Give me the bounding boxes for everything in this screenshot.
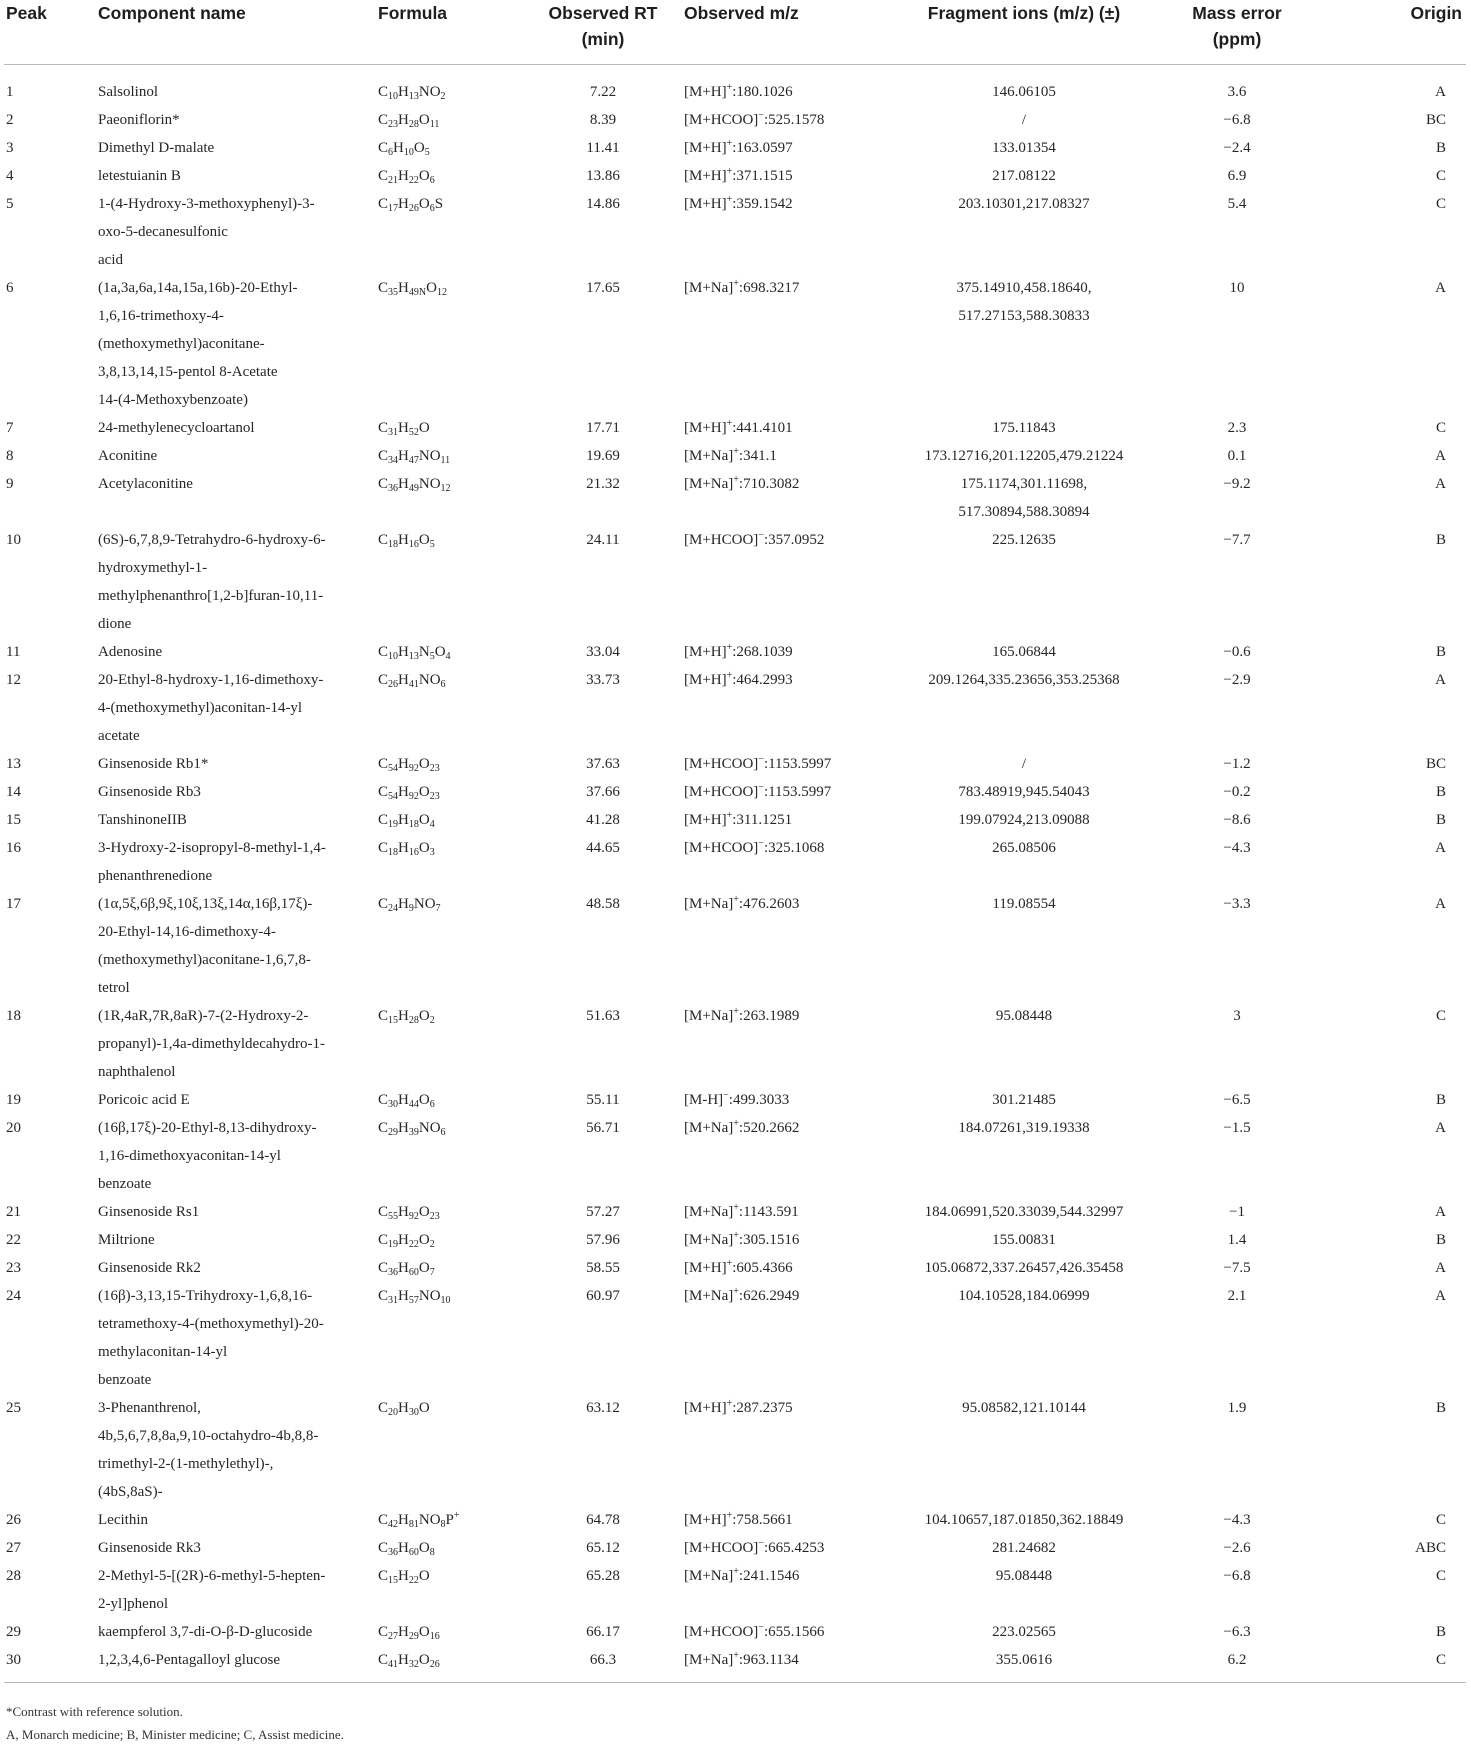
cell-origin: A: [1435, 448, 1446, 464]
cell-formula: $C_{35}H_{49N}O_{12}$: [378, 280, 447, 298]
cell-observed-mz: [M+HCOO]−:525.1578: [684, 110, 825, 128]
cell-mass-error: −0.2: [1223, 784, 1251, 800]
cell-formula: $C_{31}H_{52}O$: [378, 420, 430, 438]
header-observed-mz: Observed m/z: [682, 0, 880, 65]
cell-peak: 17: [6, 896, 21, 912]
cell-peak: 21: [6, 1204, 21, 1220]
cell-component-name: 3-Hydroxy-2-isopropyl-8-methyl-1,4- phenanthrenedione: [98, 840, 326, 884]
cell-fragment-ions: 119.08554: [992, 896, 1056, 912]
cell-mass-error: −6.5: [1223, 1092, 1251, 1108]
cell-observed-rt: 57.96: [586, 1232, 620, 1248]
cell-component-name: Paeoniflorin*: [98, 112, 180, 128]
cell-formula: $C_{19}H_{18}O_4$: [378, 812, 435, 830]
cell-formula: $C_{36}H_{60}O_8$: [378, 1540, 435, 1558]
cell-origin: A: [1435, 1204, 1446, 1220]
cell-peak: 13: [6, 756, 21, 772]
cell-observed-mz: [M+Na]+:476.2603: [684, 894, 800, 912]
cell-mass-error: −6.8: [1223, 1568, 1251, 1584]
cell-peak: 9: [6, 476, 14, 492]
cell-formula: $C_{18}H_{16}O_5$: [378, 532, 435, 550]
cell-observed-rt: 14.86: [586, 196, 620, 212]
cell-observed-rt: 17.65: [586, 280, 620, 296]
cell-fragment-ions: 95.08448: [995, 1008, 1053, 1024]
cell-mass-error: −7.5: [1223, 1260, 1251, 1276]
cell-component-name: Dimethyl D-malate: [98, 140, 215, 156]
cell-origin: C: [1435, 1008, 1446, 1024]
cell-fragment-ions: 146.06105: [992, 84, 1056, 100]
table-row: [4, 65, 1466, 107]
cell-component-name: (1R,4aR,7R,8aR)-7-(2-Hydroxy-2- propanyl)-1,4a-dimethyldecahydro-1- naphthalenol: [98, 1008, 325, 1080]
cell-component-name: 20-Ethyl-8-hydroxy-1,16-dimethoxy- 4-(methoxymethyl)aconitan-14-yl acetate: [98, 672, 324, 744]
cell-mass-error: −2.6: [1223, 1540, 1251, 1556]
cell-observed-rt: 58.55: [586, 1260, 620, 1276]
cell-observed-rt: 24.11: [586, 532, 620, 548]
table-row: [4, 414, 1466, 442]
cell-component-name: Adenosine: [98, 644, 163, 660]
cell-observed-mz: [M+Na]+:241.1546: [684, 1566, 800, 1584]
cell-formula: $C_{54}H_{92}O_{23}$: [378, 756, 440, 774]
cell-origin: C: [1435, 1568, 1446, 1584]
cell-observed-mz: [M+Na]+:305.1516: [684, 1230, 800, 1248]
cell-origin: BC: [1425, 112, 1446, 128]
cell-formula: $C_{54}H_{92}O_{23}$: [378, 784, 440, 802]
cell-origin: B: [1435, 1092, 1446, 1108]
cell-peak: 23: [6, 1260, 21, 1276]
header-mass-error: Mass error (ppm): [1168, 0, 1306, 65]
cell-fragment-ions: 217.08122: [992, 168, 1056, 184]
table-header-row: [4, 0, 1466, 65]
cell-component-name: 1-(4-Hydroxy-3-methoxyphenyl)-3- oxo-5-decanesulfonic acid: [98, 196, 315, 268]
cell-formula: $C_{26}H_{41}NO_6$: [378, 672, 446, 690]
cell-mass-error: −7.7: [1223, 532, 1251, 548]
cell-origin: C: [1306, 1646, 1466, 1683]
cell-peak: 7: [6, 420, 14, 436]
cell-component-name: Ginsenoside Rk3: [98, 1540, 201, 1556]
cell-observed-rt: 7.22: [589, 84, 617, 100]
cell-observed-rt: 56.71: [586, 1120, 620, 1136]
cell-peak: 16: [6, 840, 21, 856]
cell-peak: 24: [6, 1288, 21, 1304]
cell-origin: C: [1435, 1512, 1446, 1528]
cell-observed-mz: [M+H]+:605.4366: [684, 1258, 793, 1276]
cell-observed-mz: [M-H]−:499.3033: [684, 1090, 790, 1108]
compound-table: [4, 0, 1466, 1683]
cell-mass-error: −3.3: [1223, 896, 1251, 912]
cell-component-name: Ginsenoside Rb1*: [98, 756, 209, 772]
cell-fragment-ions: 184.07261,319.19338: [958, 1120, 1090, 1136]
cell-peak: 29: [6, 1624, 21, 1640]
table-row: [4, 1534, 1466, 1562]
cell-fragment-ions: 175.1174,301.11698, 517.30894,588.30894: [958, 476, 1090, 520]
cell-origin: A: [1435, 896, 1446, 912]
cell-observed-rt: 41.28: [586, 812, 620, 828]
cell-mass-error: −8.6: [1223, 812, 1251, 828]
cell-formula: $C_{31}H_{57}NO_{10}$: [378, 1288, 451, 1306]
cell-component-name: Ginsenoside Rs1: [98, 1204, 200, 1220]
cell-peak: 30: [4, 1646, 96, 1683]
cell-origin: B: [1435, 1624, 1446, 1640]
cell-formula: $C_{30}H_{44}O_6$: [378, 1092, 435, 1110]
table-row: [4, 470, 1466, 526]
cell-mass-error: −1.5: [1223, 1120, 1251, 1136]
cell-fragment-ions: 225.12635: [992, 532, 1056, 548]
cell-observed-mz: [M+HCOO]−:665.4253: [684, 1538, 825, 1556]
cell-peak: 10: [6, 532, 21, 548]
cell-formula: $C_{34}H_{47}NO_{11}$: [378, 448, 451, 466]
cell-fragment-ions: 783.48919,945.54043: [958, 784, 1090, 800]
cell-peak: 5: [6, 196, 14, 212]
cell-observed-mz: [M+H]+:180.1026: [684, 82, 793, 100]
cell-mass-error: −2.4: [1223, 140, 1251, 156]
cell-mass-error: −0.6: [1223, 644, 1251, 660]
cell-component-name: Lecithin: [98, 1512, 148, 1528]
header-formula: Formula: [376, 0, 524, 65]
cell-fragment-ions: /: [1021, 756, 1027, 772]
cell-mass-error: 6.9: [1227, 168, 1247, 184]
cell-mass-error: 5.4: [1227, 196, 1247, 212]
cell-formula: $C_{15}H_{28}O_2$: [378, 1008, 435, 1026]
cell-formula: $C_{42}H_{81}NO_8P^+$: [378, 1510, 460, 1530]
cell-origin: A: [1435, 280, 1446, 296]
cell-component-name: (6S)-6,7,8,9-Tetrahydro-6-hydroxy-6- hydroxymethyl-1- methylphenanthro[1,2-b]furan-10,11- dione: [98, 532, 326, 632]
cell-component-name: 1,2,3,4,6-Pentagalloyl glucose: [96, 1646, 376, 1683]
cell-formula: $C_{17}H_{26}O_6S$: [378, 196, 444, 214]
cell-peak: 22: [6, 1232, 21, 1248]
cell-mass-error: −4.3: [1223, 1512, 1251, 1528]
cell-observed-mz: [M+HCOO]−:1153.5997: [684, 754, 832, 772]
cell-observed-rt: 13.86: [586, 168, 620, 184]
cell-formula: $C_{27}H_{29}O_{16}$: [378, 1624, 440, 1642]
cell-mass-error: 0.1: [1227, 448, 1247, 464]
cell-formula: $C_{15}H_{22}O$: [378, 1568, 430, 1586]
cell-peak: 18: [6, 1008, 21, 1024]
cell-observed-rt: 66.17: [586, 1624, 620, 1640]
cell-observed-rt: 48.58: [586, 896, 620, 912]
cell-mass-error: −9.2: [1223, 476, 1251, 492]
cell-observed-mz: [M+H]+:163.0597: [684, 138, 793, 156]
table-row: [4, 1506, 1466, 1534]
cell-observed-rt: 44.65: [586, 840, 620, 856]
cell-origin: B: [1435, 1400, 1446, 1416]
cell-observed-rt: 8.39: [589, 112, 617, 128]
cell-observed-mz: [M+H]+:287.2375: [684, 1398, 793, 1416]
cell-mass-error: 2.3: [1227, 420, 1247, 436]
cell-origin: A: [1435, 84, 1446, 100]
cell-observed-mz: [M+Na]+:520.2662: [684, 1118, 800, 1136]
table-row: [4, 1254, 1466, 1282]
table-row: [4, 890, 1466, 1002]
header-peak: Peak: [4, 0, 96, 65]
cell-observed-rt: 37.66: [586, 784, 620, 800]
cell-observed-rt: 21.32: [586, 476, 620, 492]
cell-component-name: (16β,17ξ)-20-Ethyl-8,13-dihydroxy- 1,16-dimethoxyaconitan-14-yl benzoate: [98, 1120, 317, 1192]
cell-peak: 3: [6, 140, 14, 156]
cell-observed-mz: [M+HCOO]−:1153.5997: [684, 782, 832, 800]
cell-fragment-ions: 223.02565: [992, 1624, 1056, 1640]
cell-observed-rt: 17.71: [586, 420, 620, 436]
cell-formula: $C_{20}H_{30}O$: [378, 1400, 430, 1418]
cell-observed-mz: [M+H]+:758.5661: [684, 1510, 793, 1528]
cell-fragment-ions: 155.00831: [992, 1232, 1056, 1248]
cell-observed-mz: [M+Na]+:1143.591: [684, 1202, 799, 1220]
cell-mass-error: −1.2: [1223, 756, 1251, 772]
cell-observed-mz: [M+Na]+:263.1989: [684, 1006, 800, 1024]
cell-component-name: 3-Phenanthrenol, 4b,5,6,7,8,8a,9,10-octahydro-4b,8,8- trimethyl-2-(1-methylethyl)-, (4bS,8aS)-: [98, 1400, 319, 1500]
cell-fragment-ions: 355.0616: [880, 1646, 1168, 1683]
cell-origin: B: [1435, 532, 1446, 548]
cell-fragment-ions: 104.10528,184.06999: [958, 1288, 1090, 1304]
cell-fragment-ions: 175.11843: [992, 420, 1056, 436]
cell-formula: $C_{55}H_{92}O_{23}$: [378, 1204, 440, 1222]
table-row: [4, 1562, 1466, 1618]
cell-origin: C: [1435, 168, 1446, 184]
cell-fragment-ions: 133.01354: [992, 140, 1056, 156]
cell-observed-rt: 19.69: [586, 448, 620, 464]
cell-peak: 4: [6, 168, 14, 184]
cell-observed-rt: 65.12: [586, 1540, 620, 1556]
header-observed-rt: Observed RT (min): [524, 0, 682, 65]
table-row: [4, 526, 1466, 638]
table-row: [4, 1198, 1466, 1226]
table-row: [4, 442, 1466, 470]
cell-mass-error: 10: [1229, 280, 1245, 296]
cell-component-name: Poricoic acid E: [98, 1092, 190, 1108]
cell-peak: 20: [6, 1120, 21, 1136]
cell-observed-mz: [M+HCOO]−:655.1566: [684, 1622, 825, 1640]
cell-origin: BC: [1425, 756, 1446, 772]
cell-fragment-ions: /: [1021, 112, 1027, 128]
table-row: [4, 1618, 1466, 1646]
cell-component-name: (1α,5ξ,6β,9ξ,10ξ,13ξ,14α,16β,17ξ)- 20-Ethyl-14,16-dimethoxy-4- (methoxymethyl)aconitane-1,6,7,8- tetrol: [98, 896, 313, 996]
cell-mass-error: 2.1: [1227, 1288, 1247, 1304]
cell-origin: B: [1435, 1232, 1446, 1248]
cell-fragment-ions: 375.14910,458.18640, 517.27153,588.30833: [956, 280, 1092, 324]
cell-mass-error: 3: [1233, 1008, 1241, 1024]
cell-formula: $C_{23}H_{28}O_{11}$: [378, 112, 440, 130]
cell-formula: $C_6H_{10}O_5$: [378, 140, 430, 158]
table-body: [4, 65, 1466, 1683]
cell-origin: A: [1435, 1120, 1446, 1136]
cell-peak: 19: [6, 1092, 21, 1108]
header-origin: Origin: [1306, 0, 1466, 65]
cell-observed-rt: 66.3: [524, 1646, 682, 1683]
table-row: [4, 778, 1466, 806]
cell-component-name: kaempferol 3,7-di-O-β-D-glucoside: [98, 1624, 313, 1640]
cell-fragment-ions: 199.07924,213.09088: [958, 812, 1090, 828]
cell-origin: B: [1435, 784, 1446, 800]
cell-formula: $C_{21}H_{22}O_6$: [378, 168, 435, 186]
cell-origin: B: [1435, 644, 1446, 660]
cell-formula: $C_{36}H_{60}O_7$: [378, 1260, 435, 1278]
cell-fragment-ions: 104.10657,187.01850,362.18849: [924, 1512, 1124, 1528]
cell-fragment-ions: 203.10301,217.08327: [958, 196, 1090, 212]
cell-observed-mz: [M+Na]+:341.1: [684, 446, 777, 464]
table-row: [4, 274, 1466, 414]
cell-observed-rt: 33.04: [586, 644, 620, 660]
cell-component-name: 24-methylenecycloartanol: [98, 420, 255, 436]
cell-peak: 6: [6, 280, 14, 296]
footnote-origin-legend: A, Monarch medicine; B, Minister medicine; C, Assist medicine.: [6, 1727, 344, 1742]
cell-fragment-ions: 281.24682: [992, 1540, 1056, 1556]
table-row: [4, 834, 1466, 890]
cell-origin: C: [1435, 196, 1446, 212]
cell-component-name: Acetylaconitine: [98, 476, 193, 492]
cell-peak: 25: [6, 1400, 21, 1416]
cell-observed-rt: 51.63: [586, 1008, 620, 1024]
cell-observed-rt: 60.97: [586, 1288, 620, 1304]
cell-observed-mz: [M+H]+:441.4101: [684, 418, 793, 436]
cell-origin: ABC: [1415, 1540, 1446, 1556]
cell-component-name: 2-Methyl-5-[(2R)-6-methyl-5-hepten- 2-yl]phenol: [98, 1568, 326, 1612]
table-row: [4, 162, 1466, 190]
cell-observed-rt: 57.27: [586, 1204, 620, 1220]
cell-component-name: (16β)-3,13,15-Trihydroxy-1,6,8,16- tetramethoxy-4-(methoxymethyl)-20- methylaconitan-14-yl benzoate: [98, 1288, 324, 1388]
cell-observed-mz: [M+H]+:268.1039: [684, 642, 793, 660]
table-row: [4, 1086, 1466, 1114]
cell-observed-mz: [M+H]+:371.1515: [684, 166, 793, 184]
cell-fragment-ions: 105.06872,337.26457,426.35458: [924, 1260, 1124, 1276]
table-row: [4, 1226, 1466, 1254]
cell-observed-mz: [M+H]+:464.2993: [684, 670, 793, 688]
cell-origin: A: [1435, 840, 1446, 856]
cell-origin: C: [1435, 420, 1446, 436]
cell-fragment-ions: 184.06991,520.33039,544.32997: [924, 1204, 1124, 1220]
header-component-name: Component name: [96, 0, 376, 65]
cell-fragment-ions: 209.1264,335.23656,353.25368: [928, 672, 1120, 688]
cell-observed-rt: 65.28: [586, 1568, 620, 1584]
cell-observed-rt: 64.78: [586, 1512, 620, 1528]
cell-peak: 8: [6, 448, 14, 464]
cell-mass-error: −6.3: [1223, 1624, 1251, 1640]
cell-formula: $C_{24}H_9NO_7$: [378, 896, 441, 914]
table-row: [4, 1114, 1466, 1198]
cell-observed-rt: 63.12: [586, 1400, 620, 1416]
cell-peak: 1: [6, 84, 14, 100]
table-row: [4, 1394, 1466, 1506]
cell-origin: A: [1435, 1260, 1446, 1276]
cell-mass-error: 1.4: [1227, 1232, 1247, 1248]
cell-mass-error: 3.6: [1227, 84, 1247, 100]
table-row: [4, 190, 1466, 274]
cell-observed-rt: 11.41: [586, 140, 620, 156]
cell-peak: 26: [6, 1512, 21, 1528]
cell-observed-rt: 37.63: [586, 756, 620, 772]
cell-peak: 28: [6, 1568, 21, 1584]
table-row: [4, 1646, 1466, 1683]
cell-component-name: Aconitine: [98, 448, 158, 464]
cell-mass-error: 6.2: [1168, 1646, 1306, 1683]
cell-peak: 14: [6, 784, 21, 800]
cell-fragment-ions: 301.21485: [992, 1092, 1056, 1108]
cell-formula: $C_{10}H_{13}N_5O_4$: [378, 644, 451, 662]
cell-origin: B: [1435, 812, 1446, 828]
table-row: [4, 638, 1466, 666]
cell-fragment-ions: 173.12716,201.12205,479.21224: [924, 448, 1124, 464]
cell-formula: $C_{41}H_{32}O_{26}$: [376, 1646, 524, 1683]
cell-component-name: Miltrione: [98, 1232, 155, 1248]
table-row: [4, 134, 1466, 162]
cell-formula: $C_{18}H_{16}O_3$: [378, 840, 435, 858]
cell-peak: 12: [6, 672, 21, 688]
cell-component-name: (1a,3a,6a,14a,15a,16b)-20-Ethyl- 1,6,16-trimethoxy-4- (methoxymethyl)aconitane- 3,8,13,14,15-pentol 8-Acetate 14-(4-Methoxybenzoate): [98, 280, 298, 408]
table-row: [4, 750, 1466, 778]
cell-observed-rt: 33.73: [586, 672, 620, 688]
cell-peak: 11: [6, 644, 21, 660]
cell-formula: $C_{19}H_{22}O_2$: [378, 1232, 435, 1250]
cell-peak: 2: [6, 112, 14, 128]
table-row: [4, 1282, 1466, 1394]
cell-mass-error: −6.8: [1223, 112, 1251, 128]
cell-fragment-ions: 95.08448: [995, 1568, 1053, 1584]
header-fragment-ions: Fragment ions (m/z) (±): [880, 0, 1168, 65]
cell-formula: $C_{36}H_{49}NO_{12}$: [378, 476, 451, 494]
cell-fragment-ions: 95.08582,121.10144: [962, 1400, 1086, 1416]
cell-origin: A: [1435, 1288, 1446, 1304]
table-row: [4, 106, 1466, 134]
cell-observed-mz: [M+Na]+:626.2949: [684, 1286, 800, 1304]
cell-observed-rt: 55.11: [586, 1092, 620, 1108]
cell-peak: 27: [6, 1540, 21, 1556]
cell-origin: A: [1435, 672, 1446, 688]
cell-mass-error: −1: [1229, 1204, 1245, 1220]
cell-component-name: TanshinoneIIB: [98, 812, 187, 828]
cell-formula: $C_{10}H_{13}NO_2$: [378, 84, 446, 102]
cell-observed-mz: [M+Na]+:963.1134: [682, 1646, 880, 1683]
cell-mass-error: 1.9: [1227, 1400, 1247, 1416]
cell-observed-mz: [M+Na]+:710.3082: [684, 474, 800, 492]
cell-formula: $C_{29}H_{39}NO_6$: [378, 1120, 446, 1138]
cell-fragment-ions: 165.06844: [992, 644, 1056, 660]
cell-observed-mz: [M+HCOO]−:357.0952: [684, 530, 825, 548]
cell-observed-mz: [M+H]+:359.1542: [684, 194, 793, 212]
cell-mass-error: −4.3: [1223, 840, 1251, 856]
cell-origin: A: [1435, 476, 1446, 492]
table-row: [4, 806, 1466, 834]
cell-observed-mz: [M+H]+:311.1251: [684, 810, 793, 828]
cell-component-name: Salsolinol: [98, 84, 159, 100]
footnote-reference: *Contrast with reference solution.: [6, 1704, 183, 1719]
cell-observed-mz: [M+Na]+:698.3217: [684, 278, 800, 296]
cell-mass-error: −2.9: [1223, 672, 1251, 688]
cell-observed-mz: [M+HCOO]−:325.1068: [684, 838, 825, 856]
table-row: [4, 1002, 1466, 1086]
table-row: [4, 666, 1466, 750]
cell-component-name: letestuianin B: [98, 168, 181, 184]
cell-component-name: Ginsenoside Rk2: [98, 1260, 201, 1276]
cell-fragment-ions: 265.08506: [992, 840, 1056, 856]
cell-component-name: Ginsenoside Rb3: [98, 784, 201, 800]
cell-peak: 15: [6, 812, 21, 828]
cell-origin: B: [1435, 140, 1446, 156]
